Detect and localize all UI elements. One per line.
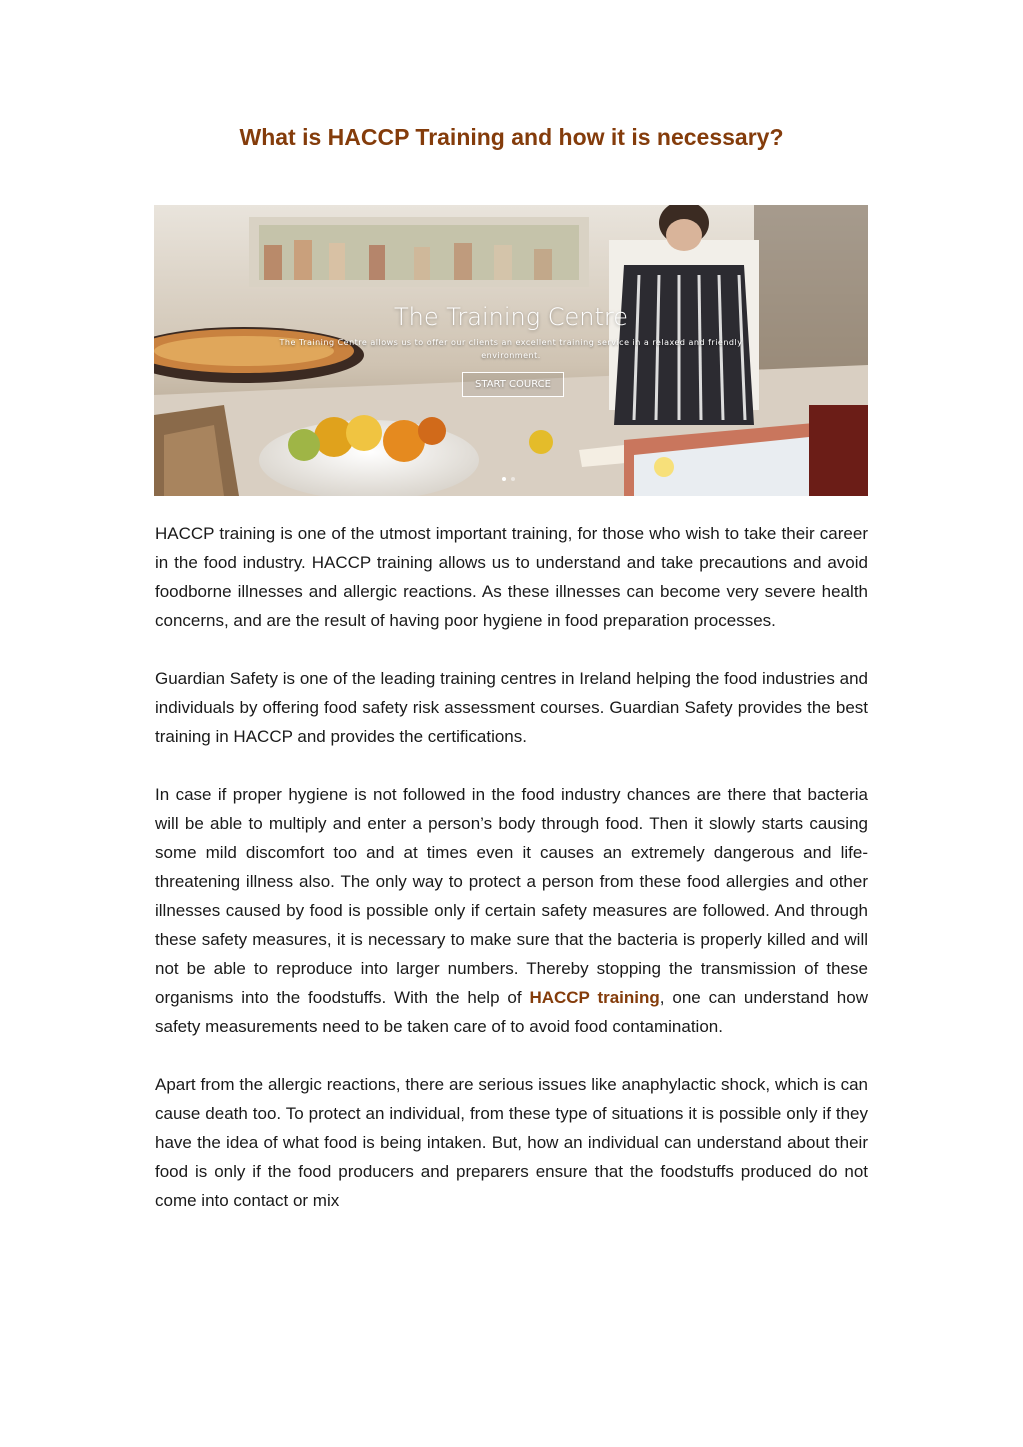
paragraph-2: Guardian Safety is one of the leading training centres in Ireland helping the food industries and individuals by offering food safety risk assessment courses. Guardian Safety provides the best training in HACCP and provides the certifications. <box>155 669 868 746</box>
slide-indicator <box>502 477 515 481</box>
document-title: What is HACCP Training and how it is necessary? <box>239 124 784 150</box>
slide-dot-2[interactable] <box>511 477 515 481</box>
paragraph-3-text-end: , one can understand how safety measurements need to be taken care of to avoid food contamination. <box>155 988 868 1036</box>
start-course-button[interactable]: START COURCE <box>462 372 564 397</box>
banner-subheading: The Training Centre allows us to offer our clients an excellent training service in a relaxed and friendly environment. <box>279 338 743 360</box>
banner-heading: The Training Centre <box>393 303 628 331</box>
paragraph-1: HACCP training is one of the utmost important training, for those who wish to take their career in the food industry. HACCP training allows us to understand and take precautions and avoid foodborne illnesses and allergic reactions. As these illnesses can become very severe health concerns, and are the result of having poor hygiene in food preparation processes. <box>155 524 868 630</box>
paragraph-3-text: In case if proper hygiene is not followed in the food industry chances are there that bacteria will be able to multiply and enter a person’s body through food. Then it slowly starts causing some mild discomfort too and at times even it causes an extremely dangerous and life-threatening illness also. The only way to protect a person from these food allergies and other illnesses caused by food is possible only if certain safety measures are followed. And through these safety measures, it is necessary to make sure that the bacteria is properly killed and will not be able to reproduce into larger numbers. Thereby stopping the transmission of these organisms into the foodstuffs. With the help of <box>155 785 868 1007</box>
slide-dot-1[interactable] <box>502 477 506 481</box>
article-body <box>155 519 868 1215</box>
paragraph-4: Apart from the allergic reactions, there are serious issues like anaphylactic shock, which is can cause death too. To protect an individual, from these type of situations it is possible only if they have the idea of what food is being intaken. But, how an individual can understand about their food is only if the food producers and preparers ensure that the foodstuffs produced do not come into contact or mix <box>155 1075 868 1210</box>
training-centre-banner <box>154 205 868 496</box>
paragraph-3 <box>155 780 868 1041</box>
haccp-training-link[interactable]: HACCP training <box>529 988 660 1007</box>
